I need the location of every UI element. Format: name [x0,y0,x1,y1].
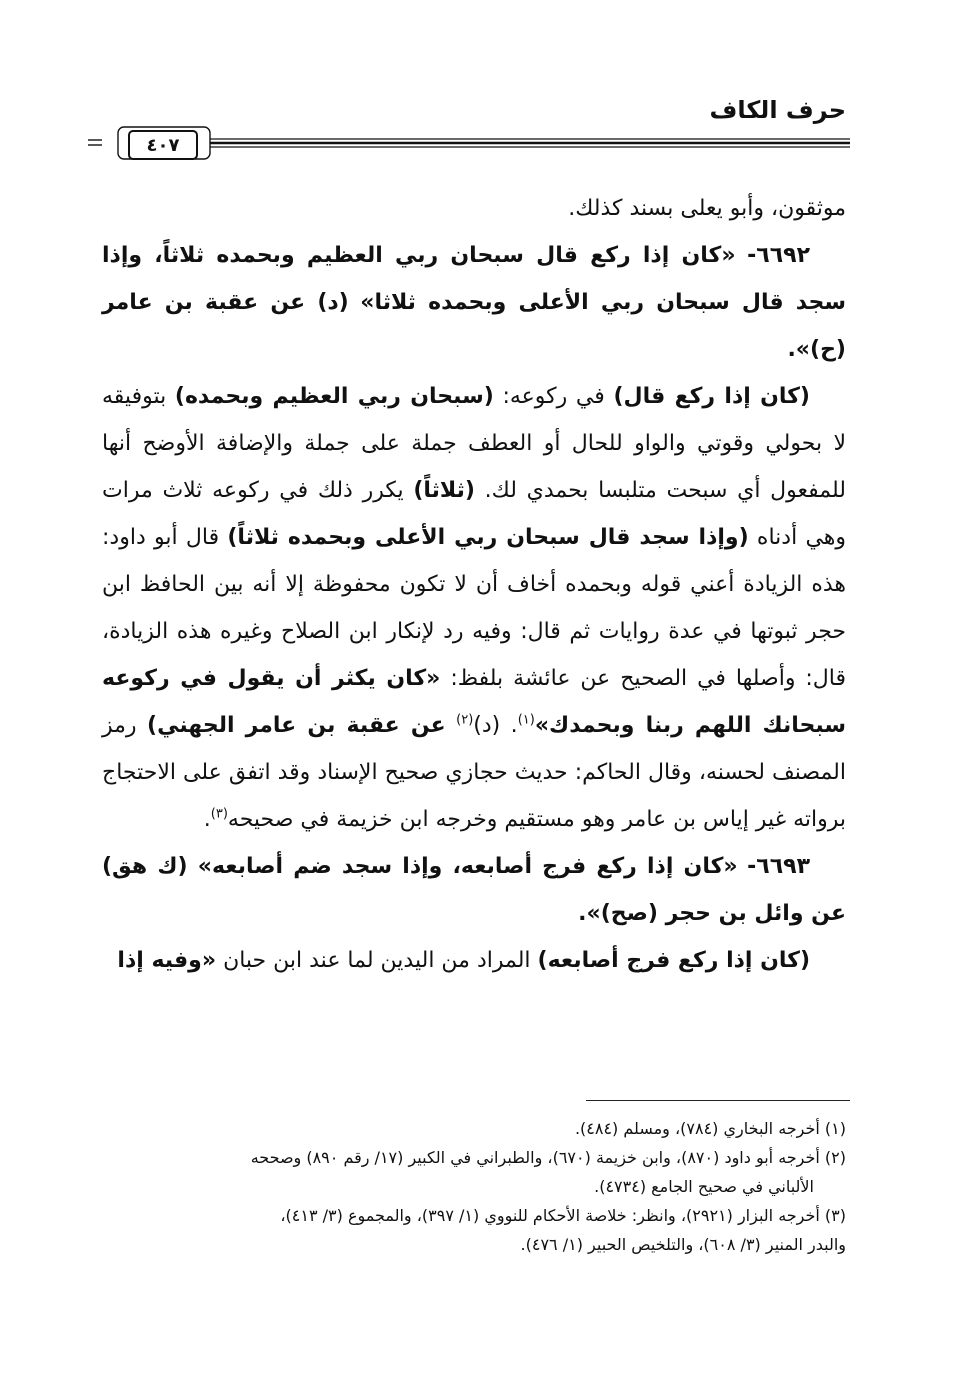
hadith-text: «كان إذا ركع فرج أصابعه، وإذا سجد ضم أصابعه» (ك هق) عن وائل بن حجر (صح)». [102,854,846,926]
hadith-source: (د) عن عقبة بن عامر (ح)». [102,290,846,362]
running-title: حرف الكاف [709,96,846,124]
paragraph-continuation: موثقون، وأبو يعلى بسند كذلك. [568,196,846,221]
hadith-6692 [102,232,846,373]
footnote-2: (٢) أخرجه أبو داود (٨٧٠)، وابن خزيمة (٦٧٠)، والطبراني في الكبير (١٧/ رقم ٨٩٠) وصححه [250,1148,846,1167]
header-rule [88,126,850,160]
footnotes [104,1114,846,1259]
hadith-number: ٦٦٩٣- [747,854,810,879]
commentary-6692: (كان إذا ركع قال) في ركوعه: (سبحان ربي العظيم وبحمده) بتوفيقه لا بحولي وقوتي والواو للحال أو العطف جملة على جملة والإضافة الأوضح أنها للمفعول أي سبحت متلبسا بحمدي لك. (ثلاثاً) يكرر ذلك في ركوعه ثلاث مرات وهي أدناه (وإذا سجد قال سبحان ربي الأعلى وبحمده ثلاثاً) قال أبو داود: هذه الزيادة أعني قوله وبحمده أخاف أن لا تكون محفوظة إلا أنه بين الحافظ ابن حجر ثبوتها في عدة روايات ثم قال: وفيه رد لإنكار ابن الصلاح وغيره هذه الزيادة، قال: وأصلها في الصحيح عن عائشة بلفظ: «كان يكثر أن يقول في ركوعه سبحانك اللهم ربنا وبحمدك»$^{(١)}$. (د)$^{(٢)}$ عن عقبة بن عامر الجهني) رمز المصنف لحسنه، وقال الحاكم: حديث حجازي صحيح الإسناد وقد اتفق على الاحتجاج برواته غير إياس بن عامر وهو مستقيم وخرجه ابن خزيمة في صحيحه$^{(٣)}$. [102,384,847,832]
footnote-ref-1[interactable]: (١) [517,712,535,728]
footnote-separator [586,1100,850,1101]
page-number: ٤٠٧ [128,130,198,160]
hadith-text: «كان إذا ركع قال سبحان ربي العظيم وبحمده ثلاثاً، وإذا سجد قال سبحان ربي الأعلى وبحمده ثلاثا» [102,243,846,315]
footnote-2-continued: الألباني في صحيح الجامع (٤٧٣٤). [594,1177,814,1196]
footnote-1: (١) أخرجه البخاري (٧٨٤)، ومسلم (٤٨٤). [574,1119,846,1138]
hadith-6693 [102,843,846,937]
footnote-3-continued: والبدر المنير (٣/ ٦٠٨)، والتلخيص الحبير (١/ ٤٧٦). [520,1235,846,1254]
footnote-3: (٣) أخرجه البزار (٢٩٢١)، وانظر: خلاصة الأحكام للنووي (١/ ٣٩٧)، والمجموع (٣/ ٤١٣)، [280,1206,846,1225]
footnote-ref-2[interactable]: (٢) [456,712,474,728]
commentary-6693: (كان إذا ركع فرج أصابعه) المراد من اليدين لما عند ابن حبان «وفيه إذا [117,948,810,973]
hadith-number: ٦٦٩٢- [747,243,810,268]
footnote-ref-3[interactable]: (٣) [210,806,228,822]
main-text [102,185,846,984]
